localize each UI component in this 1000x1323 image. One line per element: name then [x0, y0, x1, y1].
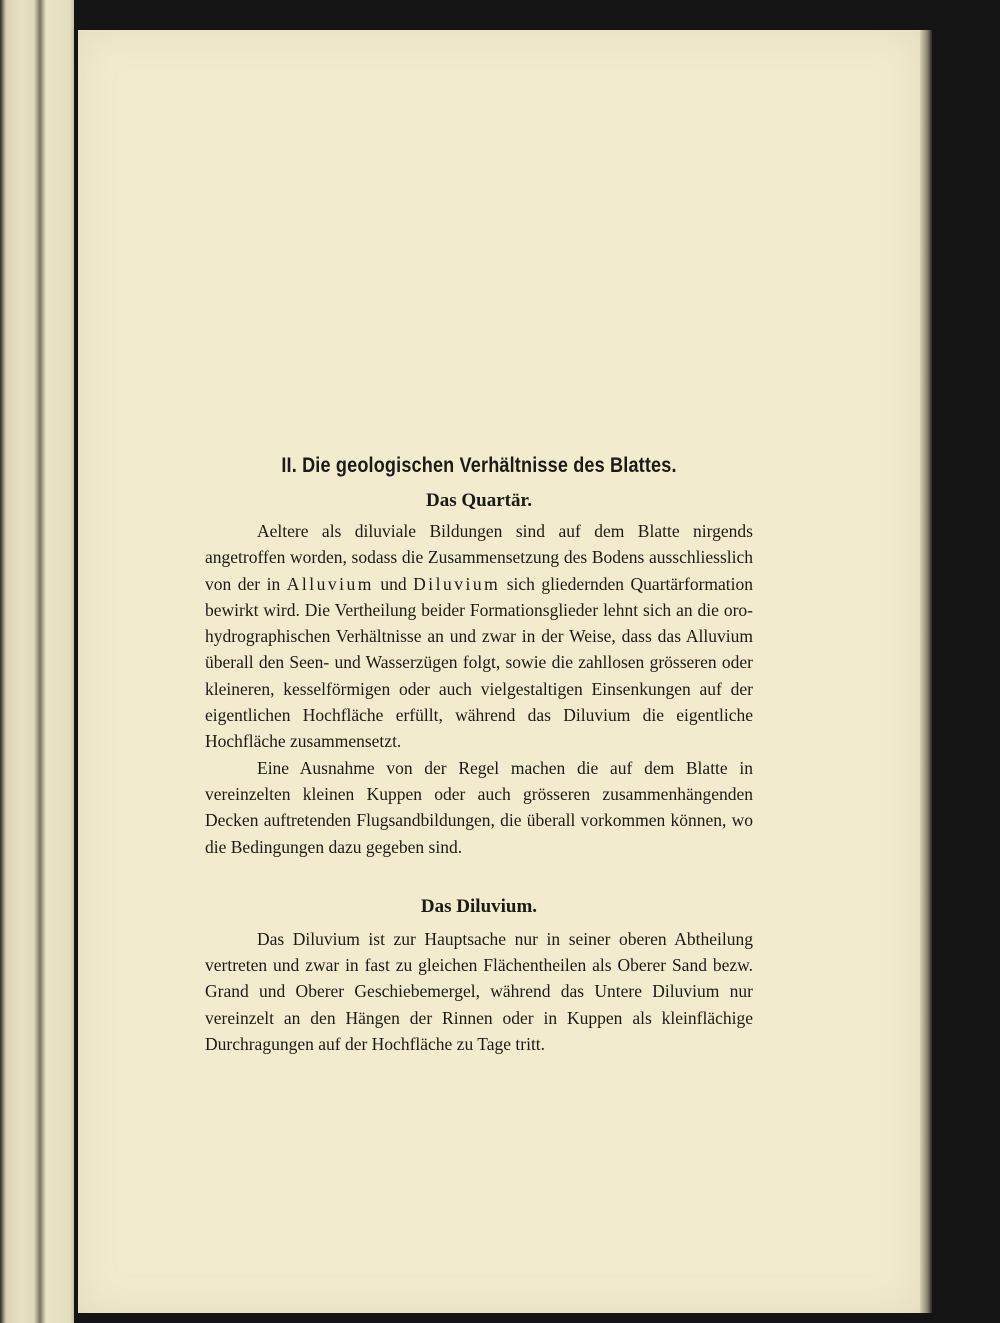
emphasis-diluvium: Diluvium — [413, 573, 501, 594]
section-title-diluvium: Das Diluvium. — [420, 895, 538, 917]
paragraph-quartaer-2: Eine Ausnahme von der Regel machen die auf dem Blatte in vereinzelten kleinen Kuppen oder auch grösseren zusammenhängenden Decken auftretenden Flugsandbildungen, die überall vorkommen können, wo die Bedingungen dazu gegeben sind. — [205, 757, 753, 857]
page-edge-shadow — [920, 30, 932, 1313]
paragraph-text: sich gliedernden Quartärformation bewirkt wird. Die Vertheilung beider Formationsglieder lehnt sich an die oro-hydrographischen Verhältnisse an und zwar in der Weise, dass das Alluvium überall den Seen- und Wasserzügen folgt, sowie die zahllosen grösseren oder kleineren, kesselförmigen oder auch vielgestaltigen Einsenkungen auf der eigentlichen Hochfläche erfüllt, während das Diluvium die eigentliche Hochfläche zusammensetzt. — [205, 573, 753, 752]
book-spine-edge — [0, 0, 74, 1323]
paragraph-text: und — [373, 573, 414, 594]
paragraph-text: Aeltere als diluviale Bildungen sind auf dem Blatte nirgends angetroffen worden, sodass die Zusammensetzung des Bodens ausschliesslich von der in — [205, 521, 753, 594]
section-title-quartaer: Das Quartär. — [426, 490, 532, 511]
page-text-block — [205, 450, 753, 1057]
paragraph-quartaer-1 — [205, 518, 753, 755]
chapter-title: II. Die geologischen Verhältnisse des Blattes. — [281, 454, 677, 477]
paragraph-diluvium-1: Das Diluvium ist zur Hauptsache nur in seiner oberen Abtheilung vertreten und zwar in fast zu gleichen Flächentheilen als Oberer Sand bezw. Grand und Oberer Geschiebemergel, während das Untere Diluvium nur vereinzelt an den Hängen der Rinnen oder in Kuppen als kleinflächige Durchragungen auf der Hochfläche zu Tage tritt. — [205, 928, 753, 1055]
emphasis-alluvium: Alluvium — [286, 573, 374, 594]
